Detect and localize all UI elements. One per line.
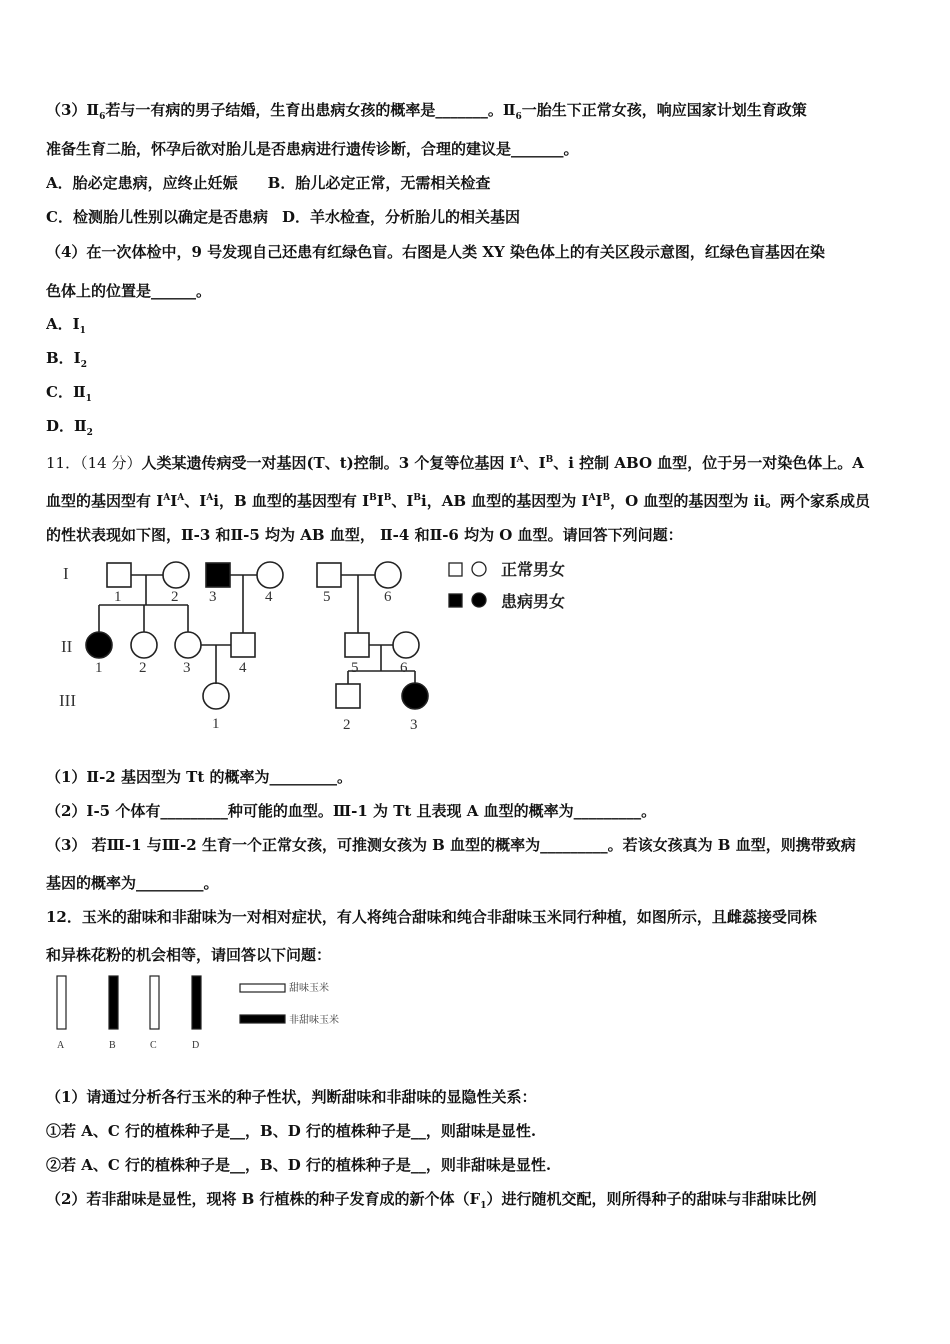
- svg-text:2: 2: [343, 717, 351, 733]
- generation-label-i: I: [63, 564, 69, 583]
- pedigree-female-affected: [402, 683, 428, 709]
- legend-sweet-label: 甜味玉米: [289, 983, 329, 994]
- option-d: D．羊水检查，分析胎儿的相关基因: [281, 208, 520, 226]
- pedigree-male-normal: [231, 633, 255, 657]
- legend-male-normal-icon: [449, 563, 462, 576]
- q10-4-option-d: D．$Ⅱ_2$: [46, 417, 93, 438]
- question-number: 11．: [46, 454, 81, 472]
- pedigree-female-normal: [203, 683, 229, 709]
- svg-text:1: 1: [114, 589, 122, 605]
- legend-sweet-swatch: [240, 984, 285, 992]
- corn-rows-diagram: [50, 972, 370, 1057]
- q11-sub3-line1: （3） 若Ⅲ-1 与Ⅲ-2 生育一个正常女孩，可推测女孩为 B 血型的概率为_________。若该女孩真为 B 血型，则携带致病: [46, 836, 856, 854]
- q10-3-options-ab: [46, 173, 908, 193]
- pedigree-male-normal: [107, 563, 131, 587]
- q10-4-option-b: B．$I_2$: [46, 349, 87, 370]
- svg-text:2: 2: [171, 589, 179, 605]
- legend-affected-label: 患病男女: [501, 594, 566, 611]
- svg-text:3: 3: [410, 717, 418, 733]
- pedigree-male-normal: [336, 684, 360, 708]
- option-b: B．胎儿必定正常，无需相关检查: [267, 174, 491, 192]
- pedigree-female-normal: [175, 632, 201, 658]
- q10-3-options-cd: [46, 207, 908, 227]
- corn-row-b-nonsweet: [109, 976, 118, 1029]
- q10-4-option-c: C．$Ⅱ_1$: [46, 383, 92, 404]
- q11-line3: 的性状表现如下图，Ⅱ-3 和Ⅱ-5 均为 AB 血型， Ⅱ-4 和Ⅱ-6 均为 O 血型。请回答下列问题：: [46, 526, 683, 544]
- question-score: （14 分）: [80, 454, 142, 472]
- pedigree-female-normal: [393, 632, 419, 658]
- svg-text:4: 4: [265, 589, 273, 605]
- pedigree-male-normal: [345, 633, 369, 657]
- svg-text:3: 3: [209, 589, 217, 605]
- q12-line2: 和异株花粉的机会相等，请回答以下问题：: [46, 946, 332, 964]
- q12-sub1-b: ②若 A、C 行的植株种子是__，B、D 行的植株种子是__，则非甜味是显性.: [46, 1156, 552, 1174]
- generation-label-ii: II: [61, 637, 73, 656]
- q12-line1: 12．玉米的甜味和非甜味为一对相对症状，有人将纯合甜味和纯合非甜味玉米同行种植，如图所示，且雌蕊接受同株: [46, 908, 817, 926]
- svg-text:1: 1: [212, 716, 220, 732]
- q11-line1: 11．（14 分）人类某遗传病受一对基因(T、t)控制。3 个复等位基因 $I^A$、$I^B$、i 控制 ABO 血型，位于另一对染色体上。A: [46, 454, 864, 472]
- q10-3-line1: $(3)Ⅱ_6$若与一有病的男子结婚，生育出患病女孩的概率是_______。$Ⅱ_6$一胎生下正常女孩，响应国家计划生育政策: [46, 101, 807, 122]
- pedigree-male-affected: [206, 563, 230, 587]
- svg-text:5: 5: [323, 589, 331, 605]
- svg-text:6: 6: [384, 589, 392, 605]
- svg-text:5: 5: [351, 660, 359, 676]
- q10-4-option-a: A．$I_1$: [46, 315, 86, 336]
- q10-4-line2: 色体上的位置是______。: [46, 282, 212, 300]
- pedigree-female-normal: [375, 562, 401, 588]
- legend-nonsweet-label: 非甜味玉米: [289, 1015, 339, 1026]
- corn-row-label-d: D: [192, 1040, 200, 1051]
- corn-row-c-sweet: [150, 976, 159, 1029]
- svg-text:1: 1: [95, 660, 103, 676]
- q10-3-line2: 准备生育二胎，怀孕后欲对胎儿是否患病进行遗传诊断，合理的建议是_______。: [46, 140, 579, 158]
- legend-male-affected-icon: [449, 594, 462, 607]
- svg-text:6: 6: [400, 660, 408, 676]
- pedigree-diagram: [55, 553, 615, 738]
- q11-sub1: （1）Ⅱ-2 基因型为 Tt 的概率为_________。: [46, 768, 352, 786]
- corn-row-label-c: C: [150, 1040, 157, 1051]
- pedigree-female-normal: [131, 632, 157, 658]
- corn-row-label-a: A: [57, 1040, 65, 1051]
- q11-sub3-line2: 基因的概率为_________。: [46, 874, 219, 892]
- pedigree-female-affected: [86, 632, 112, 658]
- pedigree-female-normal: [257, 562, 283, 588]
- legend-female-affected-icon: [472, 593, 486, 607]
- option-a: A．胎必定患病，应终止妊娠: [46, 174, 238, 192]
- legend-normal-label: 正常男女: [501, 562, 566, 579]
- pedigree-male-normal: [317, 563, 341, 587]
- generation-label-iii: III: [59, 691, 76, 710]
- q12-sub1: （1）请通过分析各行玉米的种子性状，判断甜味和非甜味的显隐性关系：: [46, 1088, 537, 1106]
- q12-sub2: （2）若非甜味是显性，现将 B 行植株的种子发育成的新个体$(F_1)$进行随机交配，则所得种子的甜味与非甜味比例: [46, 1190, 817, 1211]
- legend-female-normal-icon: [472, 562, 486, 576]
- corn-row-a-sweet: [57, 976, 66, 1029]
- q12-sub1-a: ①若 A、C 行的植株种子是__，B、D 行的植株种子是__，则甜味是显性.: [46, 1122, 537, 1140]
- q10-4-line1: （4）在一次体检中，9 号发现自己还患有红绿色盲。右图是人类 XY 染色体上的有关区段示意图，红绿色盲基因在染: [46, 243, 825, 261]
- q11-line2: 血型的基因型有 $I^AI^A$、$I^Ai$，B 血型的基因型有 $I^BI^B$、$I^Bi$，AB 血型的基因型为 $I^AI^B$，O 血型的基因型为 ii。两个家系成员: [46, 492, 871, 510]
- pedigree-female-normal: [163, 562, 189, 588]
- q11-sub2: （2）Ⅰ-5 个体有_________种可能的血型。Ⅲ-1 为 Tt 且表现 A 血型的概率为_________。: [46, 802, 657, 820]
- option-c: C．检测胎儿性别以确定是否患病: [46, 208, 268, 226]
- svg-text:4: 4: [239, 660, 247, 676]
- corn-row-d-nonsweet: [192, 976, 201, 1029]
- svg-text:3: 3: [183, 660, 191, 676]
- svg-text:2: 2: [139, 660, 147, 676]
- corn-row-label-b: B: [109, 1040, 116, 1051]
- legend-nonsweet-swatch: [240, 1015, 285, 1023]
